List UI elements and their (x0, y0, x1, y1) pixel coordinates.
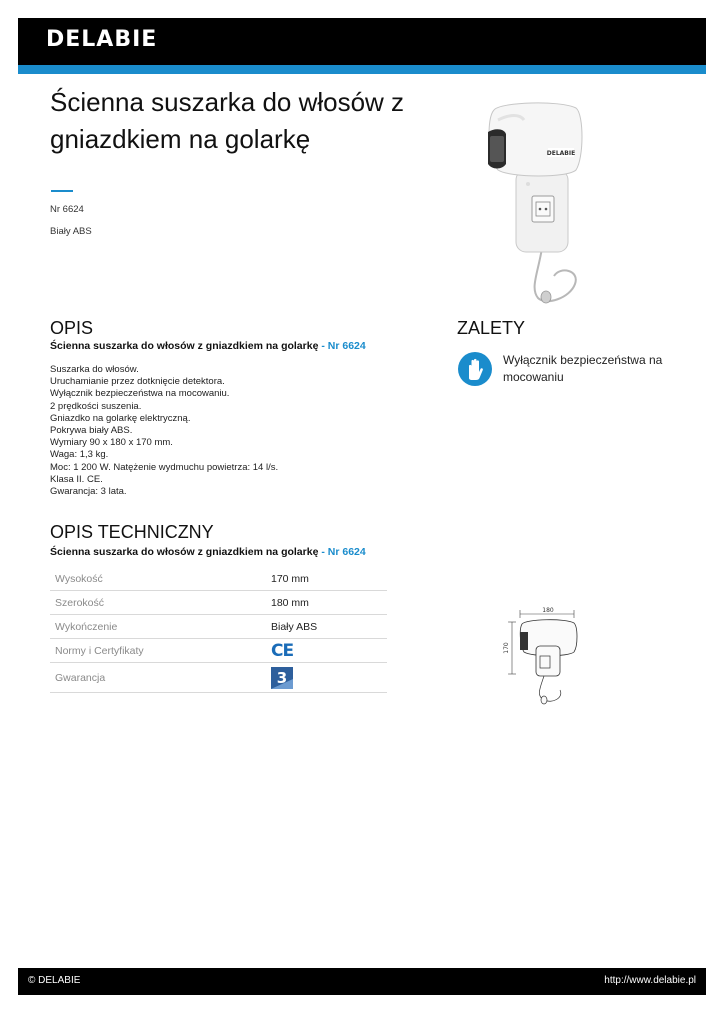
desc-line: Gniazdko na golarkę elektryczną. (50, 412, 191, 424)
footer-copyright: © DELABIE (28, 975, 81, 986)
desc-line: Gwarancja: 3 lata. (50, 486, 127, 498)
product-finish: Biały ABS (50, 226, 92, 237)
warranty-3-years-icon (271, 667, 293, 689)
spec-value (271, 641, 293, 661)
desc-line: Wymiary 90 x 180 x 170 mm. (50, 437, 173, 449)
tech-subtitle-name: Ścienna suszarka do włosów z gniazdkiem na golarkę (50, 546, 319, 558)
ce-mark-icon: CE (271, 640, 294, 661)
desc-line: Wyłącznik bezpieczeństwa na mocowaniu. (50, 388, 230, 400)
zalety-heading: ZALETY (457, 318, 526, 338)
desc-line: Klasa II. CE. (50, 473, 103, 485)
desc-line: Moc: 1 200 W. Natężenie wydmuchu powietrza: 14 l/s. (50, 461, 279, 473)
spec-label: Wysokość (55, 572, 103, 585)
wall-hair-dryer-image (480, 98, 590, 310)
desc-line: Pokrywa biały ABS. (50, 425, 133, 437)
spec-label: Szerokość (55, 596, 105, 609)
opis-subtitle-nr: Nr 6624 (327, 340, 366, 352)
tech-heading: OPIS TECHNICZNY (50, 522, 214, 542)
spec-row (50, 567, 387, 591)
tech-subtitle-sep: - (318, 546, 328, 558)
spec-value (271, 667, 293, 689)
desc-line: Waga: 1,3 kg. (50, 449, 109, 461)
spec-label: Gwarancja (55, 671, 106, 684)
product-title: Ścienna suszarka do włosów z gniazdkiem na golarkę (50, 87, 405, 154)
width-label: 180 (542, 607, 554, 614)
dimension-drawing (500, 604, 582, 708)
tech-subtitle (50, 546, 366, 558)
footer-bar (18, 968, 706, 995)
opis-subtitle (50, 340, 366, 352)
spec-label: Normy i Certyfikaty (55, 644, 144, 657)
delabie-logo[interactable]: DELABIE (46, 27, 158, 52)
desc-line: 2 prędkości suszenia. (50, 400, 142, 412)
spec-row (50, 639, 387, 663)
tech-subtitle-nr: Nr 6624 (327, 546, 366, 558)
spec-row (50, 591, 387, 615)
height-label: 170 (503, 642, 510, 654)
spec-row (50, 663, 387, 693)
desc-line: Uruchamianie przez dotknięcie detektora. (50, 376, 225, 388)
header-bar (18, 18, 706, 65)
zalety-item-text: Wyłącznik bezpieczeństwa na mocowaniu (503, 353, 663, 384)
spec-value: 180 mm (271, 596, 309, 609)
title-underline (51, 190, 73, 192)
svg-text:3: 3 (276, 668, 288, 687)
opis-subtitle-sep: - (318, 340, 328, 352)
spec-table (50, 567, 387, 693)
opis-heading: OPIS (50, 318, 94, 338)
spec-value: 170 mm (271, 572, 309, 585)
accent-bar (18, 65, 706, 74)
opis-description (50, 364, 278, 498)
spec-label: Wykończenie (55, 620, 118, 633)
opis-subtitle-name: Ścienna suszarka do włosów z gniazdkiem na golarkę (50, 340, 319, 352)
desc-line: Suszarka do włosów. (50, 364, 139, 375)
svg-text:DELABIE: DELABIE (546, 150, 576, 157)
footer-website-link[interactable]: http://www.delabie.pl (604, 975, 696, 986)
spec-row (50, 615, 387, 639)
product-number: Nr 6624 (50, 204, 84, 215)
spec-value: Biały ABS (271, 620, 318, 633)
hand-stop-icon (458, 352, 492, 386)
